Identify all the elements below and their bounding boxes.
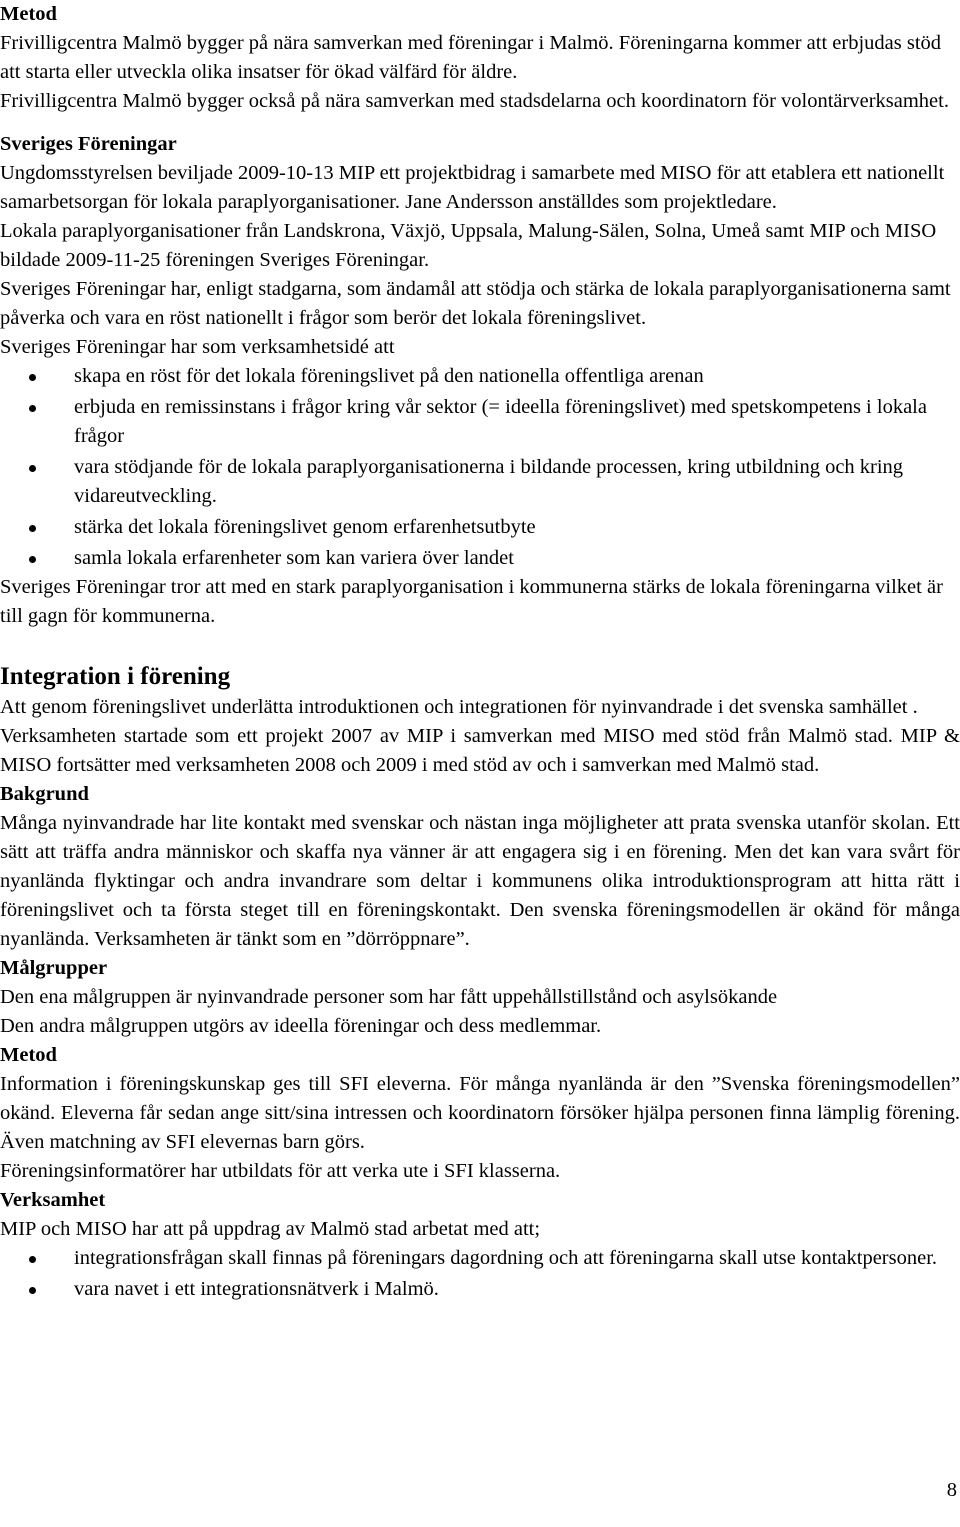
list-item-text: vara stödjande för de lokala paraplyorganisationerna i bildande processen, kring utbildning och kring vidareutveckling. bbox=[74, 456, 904, 507]
heading-bakgrund: Bakgrund bbox=[0, 783, 89, 805]
paragraph-integration-1: Att genom föreningslivet underlätta introduktionen och integrationen för nyinvandrade i det svenska samhället . bbox=[0, 696, 918, 718]
heading-sveriges-foreningar: Sveriges Föreningar bbox=[0, 133, 177, 155]
heading-metod-integration: Metod bbox=[0, 1044, 57, 1066]
paragraph-metod-2: Frivilligcentra Malmö bygger också på nära samverkan med stadsdelarna och koordinatorn för volontärverksamhet. bbox=[0, 90, 949, 112]
bullet-icon bbox=[29, 1287, 36, 1294]
list-item-text: skapa en röst för det lokala föreningslivet på den nationella offentliga arenan bbox=[74, 365, 704, 387]
bullet-icon bbox=[29, 405, 36, 412]
list-verksamhetside bbox=[0, 362, 960, 573]
heading-metod: Metod bbox=[0, 3, 57, 25]
paragraph-malgrupper-1: Den ena målgruppen är nyinvandrade personer som har fått uppehållstillstånd och asylsökande bbox=[0, 986, 778, 1008]
list-item-text: erbjuda en remissinstans i frågor kring vår sektor (= ideella föreningslivet) med spetskompetens i lokala frågor bbox=[74, 396, 927, 447]
page-number: 8 bbox=[946, 1479, 957, 1501]
list-item bbox=[0, 362, 960, 391]
heading-verksamhet: Verksamhet bbox=[0, 1189, 106, 1211]
spacer bbox=[0, 116, 960, 130]
paragraph-sf-list-intro: Sveriges Föreningar har som verksamhetsidé att bbox=[0, 336, 395, 358]
list-item-text: stärka det lokala föreningslivet genom erfarenhetsutbyte bbox=[74, 516, 536, 538]
list-item bbox=[0, 513, 960, 542]
spacer bbox=[0, 631, 960, 661]
list-item bbox=[0, 393, 960, 451]
bullet-icon bbox=[29, 556, 36, 563]
list-item-text: samla lokala erfarenheter som kan variera över landet bbox=[74, 547, 514, 569]
paragraph-integration-2: Verksamheten startade som ett projekt 2007 av MIP i samverkan med MISO med stöd från Malmö stad. MIP & MISO fortsätter med verksamheten 2008 och 2009 i med stöd av och i samverkan med Malmö stad. bbox=[0, 725, 960, 776]
list-item bbox=[0, 1275, 960, 1304]
heading-malgrupper: Målgrupper bbox=[0, 957, 108, 979]
list-item bbox=[0, 453, 960, 511]
paragraph-malgrupper-2: Den andra målgruppen utgörs av ideella föreningar och dess medlemmar. bbox=[0, 1015, 602, 1037]
bullet-icon bbox=[29, 465, 36, 472]
list-item-text: vara navet i ett integrationsnätverk i Malmö. bbox=[74, 1278, 439, 1300]
paragraph-metod-integration: Information i föreningskunskap ges till SFI eleverna. För många nyanlända är den ”Svenska föreningsmodellen” okänd. Eleverna får sedan ange sitt/sina intressen och koordinatorn försöker hjälpa personen finna lämplig förening. Även matchning av SFI elevernas barn görs. bbox=[0, 1073, 960, 1153]
paragraph-sf-3: Sveriges Föreningar har, enligt stadgarna, som ändamål att stödja och stärka de lokala paraplyorganisationerna samt påverka och vara en röst nationellt i frågor som berör det lokala föreningslivet. bbox=[0, 278, 951, 329]
paragraph-metod-1: Frivilligcentra Malmö bygger på nära samverkan med föreningar i Malmö. Föreningarna kommer att erbjudas stöd att starta eller utveckla olika insatser för ökad välfärd för äldre. bbox=[0, 32, 942, 83]
list-item bbox=[0, 544, 960, 573]
heading-integration: Integration i förening bbox=[0, 663, 231, 690]
paragraph-bakgrund: Många nyinvandrade har lite kontakt med svenskar och nästan inga möjligheter att prata svenska utanför skolan. Ett sätt att träffa andra människor och skaffa nya vänner är att engagera sig i en förening. Men det kan vara svårt för nyanlända flyktingar och andra invandrare som deltar i kommunens olika introduktionsprogram att hitta rätt i föreningslivet och ta första steget till en föreningskontakt. Den svenska föreningsmodellen är okänd för många nyanlända. Verksamheten är tänkt som en ”dörröppnare”. bbox=[0, 812, 960, 950]
paragraph-verksamhet-intro: MIP och MISO har att på uppdrag av Malmö stad arbetat med att; bbox=[0, 1218, 541, 1240]
bullet-icon bbox=[29, 1256, 36, 1263]
paragraph-sf-2: Lokala paraplyorganisationer från Landskrona, Växjö, Uppsala, Malung-Sälen, Solna, Umeå samt MIP och MISO bildade 2009-11-25 föreningen Sveriges Föreningar. bbox=[0, 220, 937, 271]
list-item bbox=[0, 1244, 960, 1273]
paragraph-sf-1: Ungdomsstyrelsen beviljade 2009-10-13 MIP ett projektbidrag i samarbete med MISO för att etablera ett nationellt samarbetsorgan för lokala paraplyorganisationer. Jane Andersson anställdes som projektledare. bbox=[0, 162, 945, 213]
list-verksamhet bbox=[0, 1244, 960, 1304]
paragraph-sf-closing: Sveriges Föreningar tror att med en stark paraplyorganisation i kommunerna stärks de lokala föreningarna vilket är till gagn för kommunerna. bbox=[0, 576, 943, 627]
paragraph-metod-integration-2: Föreningsinformatörer har utbildats för att verka ute i SFI klasserna. bbox=[0, 1160, 561, 1182]
list-item-text: integrationsfrågan skall finnas på föreningars dagordning och att föreningarna skall utse kontaktpersoner. bbox=[74, 1247, 938, 1269]
bullet-icon bbox=[29, 525, 36, 532]
bullet-icon bbox=[29, 374, 36, 381]
